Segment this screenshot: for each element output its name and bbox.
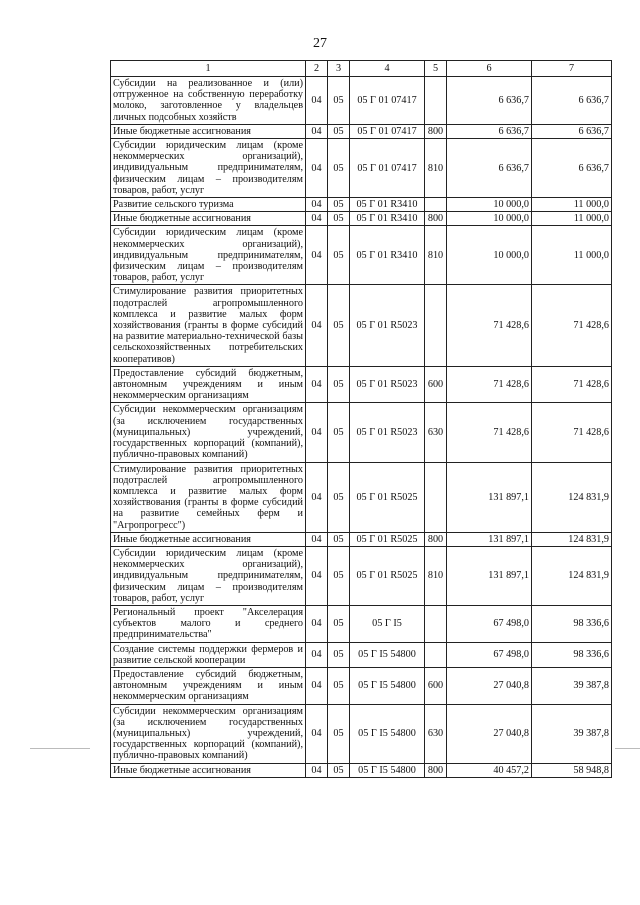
row-col3: 05 [328, 198, 350, 212]
row-col5: 630 [425, 403, 447, 462]
row-col2: 04 [306, 704, 328, 763]
row-col2: 04 [306, 366, 328, 403]
row-col2: 04 [306, 226, 328, 285]
row-name: Предоставление субсидий бюджетным, автономным учреждениям и иным некоммерческим организациям [111, 667, 306, 704]
row-col2: 04 [306, 667, 328, 704]
row-value-7: 6 636,7 [532, 139, 612, 198]
table-row [111, 366, 612, 403]
row-value-6: 27 040,8 [447, 704, 532, 763]
table-row [111, 763, 612, 777]
row-value-7: 71 428,6 [532, 285, 612, 366]
row-col5: 600 [425, 366, 447, 403]
row-name: Субсидии некоммерческим организациям (за исключением государственных (муниципальных) учреждений, государственных корпораций (компаний), публично-правовых компаний) [111, 704, 306, 763]
row-col3: 05 [328, 124, 350, 138]
row-col2: 04 [306, 285, 328, 366]
row-col5: 630 [425, 704, 447, 763]
row-name: Развитие сельского туризма [111, 198, 306, 212]
row-col3: 05 [328, 763, 350, 777]
row-value-7: 39 387,8 [532, 704, 612, 763]
row-col2: 04 [306, 546, 328, 605]
row-code: 05 Г 01 R5023 [350, 366, 425, 403]
row-code: 05 Г I5 54800 [350, 667, 425, 704]
row-col5 [425, 285, 447, 366]
row-name: Создание системы поддержки фермеров и развитие сельской кооперации [111, 642, 306, 667]
table-header-row [111, 61, 612, 77]
row-value-6: 71 428,6 [447, 366, 532, 403]
table-row [111, 77, 612, 125]
row-value-6: 10 000,0 [447, 198, 532, 212]
row-code: 05 Г I5 [350, 605, 425, 642]
row-col2: 04 [306, 403, 328, 462]
row-value-7: 98 336,6 [532, 642, 612, 667]
row-value-7: 11 000,0 [532, 212, 612, 226]
row-col5 [425, 462, 447, 532]
column-header: 3 [328, 61, 350, 77]
row-name: Субсидии юридическим лицам (кроме некоммерческих организаций), индивидуальным предпринимателям, физическим лицам – производителям товаров, работ, услуг [111, 226, 306, 285]
row-value-7: 71 428,6 [532, 366, 612, 403]
table-row [111, 124, 612, 138]
row-col5: 800 [425, 763, 447, 777]
row-value-6: 67 498,0 [447, 605, 532, 642]
row-value-6: 6 636,7 [447, 139, 532, 198]
row-col5 [425, 642, 447, 667]
table-row [111, 198, 612, 212]
row-code: 05 Г 01 R5023 [350, 403, 425, 462]
row-col3: 05 [328, 226, 350, 285]
row-value-7: 6 636,7 [532, 77, 612, 125]
row-col5: 800 [425, 532, 447, 546]
table-row [111, 532, 612, 546]
table-row [111, 462, 612, 532]
row-col5: 810 [425, 226, 447, 285]
row-value-6: 131 897,1 [447, 546, 532, 605]
row-col2: 04 [306, 532, 328, 546]
row-value-6: 131 897,1 [447, 462, 532, 532]
row-col3: 05 [328, 667, 350, 704]
table-body [111, 77, 612, 778]
row-col3: 05 [328, 704, 350, 763]
table-row [111, 605, 612, 642]
row-col2: 04 [306, 763, 328, 777]
row-code: 05 Г 01 R5025 [350, 462, 425, 532]
row-name: Иные бюджетные ассигнования [111, 212, 306, 226]
row-name: Субсидии юридическим лицам (кроме некоммерческих организаций), индивидуальным предпринимателям, физическим лицам – производителям товаров, работ, услуг [111, 546, 306, 605]
table-row [111, 285, 612, 366]
row-value-6: 27 040,8 [447, 667, 532, 704]
row-code: 05 Г I5 54800 [350, 642, 425, 667]
row-col2: 04 [306, 642, 328, 667]
row-value-7: 39 387,8 [532, 667, 612, 704]
row-col3: 05 [328, 366, 350, 403]
row-code: 05 Г 01 R3410 [350, 198, 425, 212]
row-name: Стимулирование развития приоритетных подотраслей агропромышленного комплекса и развитие малых форм хозяйствования (гранты в форме субсидий на развитие семейных ферм и "Агропрогресс") [111, 462, 306, 532]
row-col5: 810 [425, 139, 447, 198]
row-value-7: 124 831,9 [532, 546, 612, 605]
column-header: 5 [425, 61, 447, 77]
row-value-7: 71 428,6 [532, 403, 612, 462]
row-col5: 800 [425, 212, 447, 226]
page-number: 27 [313, 36, 327, 51]
row-col3: 05 [328, 403, 350, 462]
row-code: 05 Г 01 R3410 [350, 212, 425, 226]
row-col3: 05 [328, 139, 350, 198]
row-col5 [425, 198, 447, 212]
row-value-7: 124 831,9 [532, 532, 612, 546]
row-value-6: 71 428,6 [447, 403, 532, 462]
row-name: Субсидии некоммерческим организациям (за исключением государственных (муниципальных) учреждений, государственных корпораций (компаний), публично-правовых компаний) [111, 403, 306, 462]
table-row [111, 704, 612, 763]
column-header: 1 [111, 61, 306, 77]
row-col2: 04 [306, 139, 328, 198]
row-value-6: 71 428,6 [447, 285, 532, 366]
row-code: 05 Г 01 07417 [350, 77, 425, 125]
row-name: Региональный проект "Акселерация субъектов малого и среднего предпринимательства" [111, 605, 306, 642]
table-row [111, 226, 612, 285]
column-header: 6 [447, 61, 532, 77]
row-code: 05 Г I5 54800 [350, 704, 425, 763]
column-header: 4 [350, 61, 425, 77]
row-name: Субсидии юридическим лицам (кроме некоммерческих организаций), индивидуальным предпринимателям, физическим лицам – производителям товаров, работ, услуг [111, 139, 306, 198]
row-code: 05 Г I5 54800 [350, 763, 425, 777]
row-name: Иные бюджетные ассигнования [111, 532, 306, 546]
scan-artifact-line [615, 748, 640, 749]
row-name: Стимулирование развития приоритетных подотраслей агропромышленного комплекса и развитие малых форм хозяйствования (гранты в форме субсидий на развитие материально-технической базы сельскохозяйственных потребительских кооперативов) [111, 285, 306, 366]
row-col3: 05 [328, 642, 350, 667]
row-value-6: 6 636,7 [447, 124, 532, 138]
row-value-6: 131 897,1 [447, 532, 532, 546]
column-header: 2 [306, 61, 328, 77]
row-code: 05 Г 01 R5023 [350, 285, 425, 366]
row-col3: 05 [328, 532, 350, 546]
table-row [111, 212, 612, 226]
row-col2: 04 [306, 198, 328, 212]
table-row [111, 667, 612, 704]
table-row [111, 403, 612, 462]
row-code: 05 Г 01 R3410 [350, 226, 425, 285]
row-col3: 05 [328, 285, 350, 366]
budget-table [110, 60, 612, 778]
row-col5: 810 [425, 546, 447, 605]
row-value-6: 10 000,0 [447, 212, 532, 226]
row-code: 05 Г 01 07417 [350, 139, 425, 198]
row-value-6: 10 000,0 [447, 226, 532, 285]
row-code: 05 Г 01 R5025 [350, 532, 425, 546]
row-value-7: 98 336,6 [532, 605, 612, 642]
row-col5 [425, 605, 447, 642]
row-value-6: 6 636,7 [447, 77, 532, 125]
row-col3: 05 [328, 212, 350, 226]
row-col3: 05 [328, 77, 350, 125]
row-value-7: 124 831,9 [532, 462, 612, 532]
scan-artifact-line [30, 748, 90, 749]
row-col2: 04 [306, 77, 328, 125]
row-name: Субсидии на реализованное и (или) отгруженное на собственную переработку молоко, заготовленное у владельцев личных подсобных хозяйств [111, 77, 306, 125]
row-value-6: 40 457,2 [447, 763, 532, 777]
table-row [111, 642, 612, 667]
row-code: 05 Г 01 07417 [350, 124, 425, 138]
row-code: 05 Г 01 R5025 [350, 546, 425, 605]
row-value-7: 6 636,7 [532, 124, 612, 138]
row-col3: 05 [328, 462, 350, 532]
table-row [111, 139, 612, 198]
row-value-6: 67 498,0 [447, 642, 532, 667]
table-row [111, 546, 612, 605]
row-col2: 04 [306, 462, 328, 532]
row-col3: 05 [328, 546, 350, 605]
row-col5: 600 [425, 667, 447, 704]
row-col5 [425, 77, 447, 125]
row-col2: 04 [306, 605, 328, 642]
row-col5: 800 [425, 124, 447, 138]
row-name: Иные бюджетные ассигнования [111, 124, 306, 138]
row-col3: 05 [328, 605, 350, 642]
row-name: Иные бюджетные ассигнования [111, 763, 306, 777]
row-value-7: 58 948,8 [532, 763, 612, 777]
row-col2: 04 [306, 212, 328, 226]
row-value-7: 11 000,0 [532, 226, 612, 285]
row-value-7: 11 000,0 [532, 198, 612, 212]
column-header: 7 [532, 61, 612, 77]
row-col2: 04 [306, 124, 328, 138]
row-name: Предоставление субсидий бюджетным, автономным учреждениям и иным некоммерческим организациям [111, 366, 306, 403]
